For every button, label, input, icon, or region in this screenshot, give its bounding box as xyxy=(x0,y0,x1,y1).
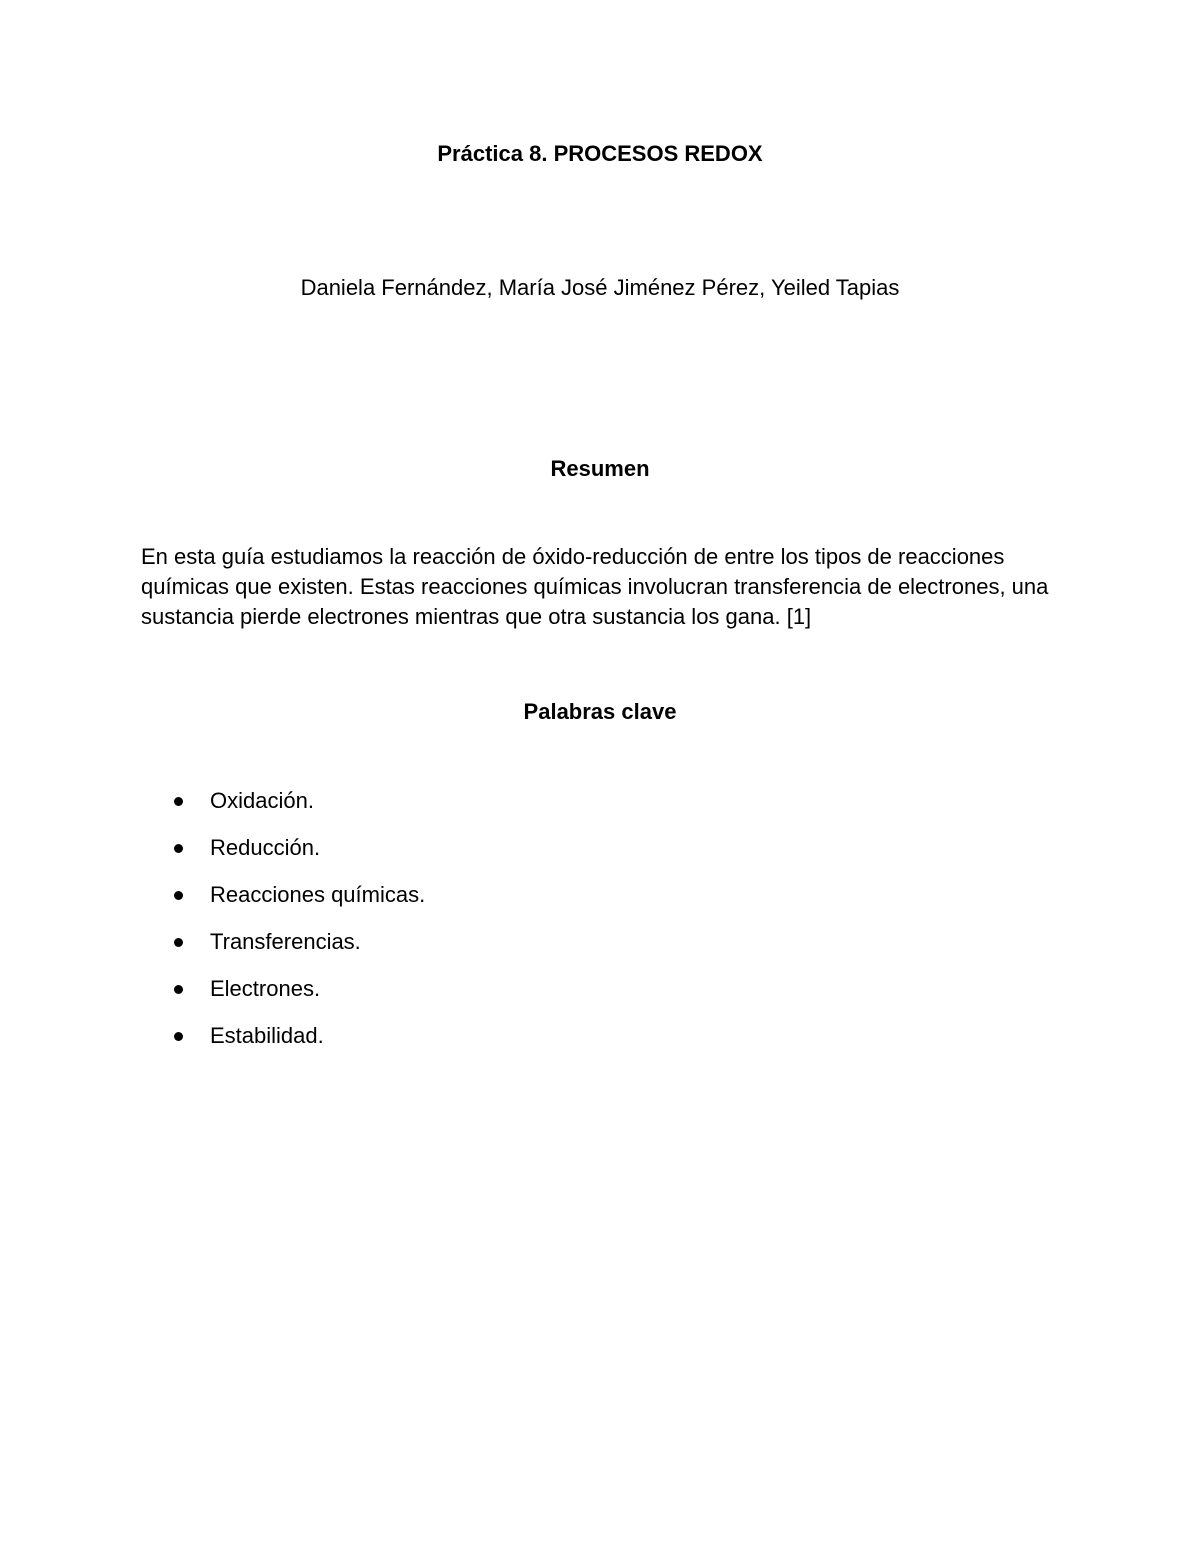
keyword-label: Oxidación. xyxy=(210,788,314,813)
authors-line: Daniela Fernández, María José Jiménez Pérez, Yeiled Tapias xyxy=(300,275,900,300)
keyword-label: Estabilidad. xyxy=(210,1023,324,1048)
keyword-item xyxy=(141,880,841,927)
bullet-icon xyxy=(174,938,183,947)
bullet-icon xyxy=(174,891,183,900)
keyword-item xyxy=(141,1021,841,1068)
keyword-label: Electrones. xyxy=(210,976,321,1001)
keyword-label: Reducción. xyxy=(210,835,321,860)
abstract-heading: Resumen xyxy=(550,456,650,481)
keyword-label: Transferencias. xyxy=(210,929,361,954)
keyword-item xyxy=(141,786,841,833)
bullet-icon xyxy=(174,985,183,994)
bullet-icon xyxy=(174,797,183,806)
keyword-item xyxy=(141,833,841,880)
bullet-icon xyxy=(174,844,183,853)
keywords-list xyxy=(141,786,841,1068)
abstract-paragraph: En esta guía estudiamos la reacción de óxido-reducción de entre los tipos de reacciones químicas que existen. Estas reacciones químicas involucran transferencia de electrones, una sustancia pierde electrones mientras que otra sustancia los gana. [1] xyxy=(141,544,1049,629)
keyword-item xyxy=(141,927,841,974)
keywords-heading: Palabras clave xyxy=(523,699,677,724)
bullet-icon xyxy=(174,1032,183,1041)
document-title: Práctica 8. PROCESOS REDOX xyxy=(437,141,763,166)
keyword-label: Reacciones químicas. xyxy=(210,882,426,907)
keyword-item xyxy=(141,974,841,1021)
